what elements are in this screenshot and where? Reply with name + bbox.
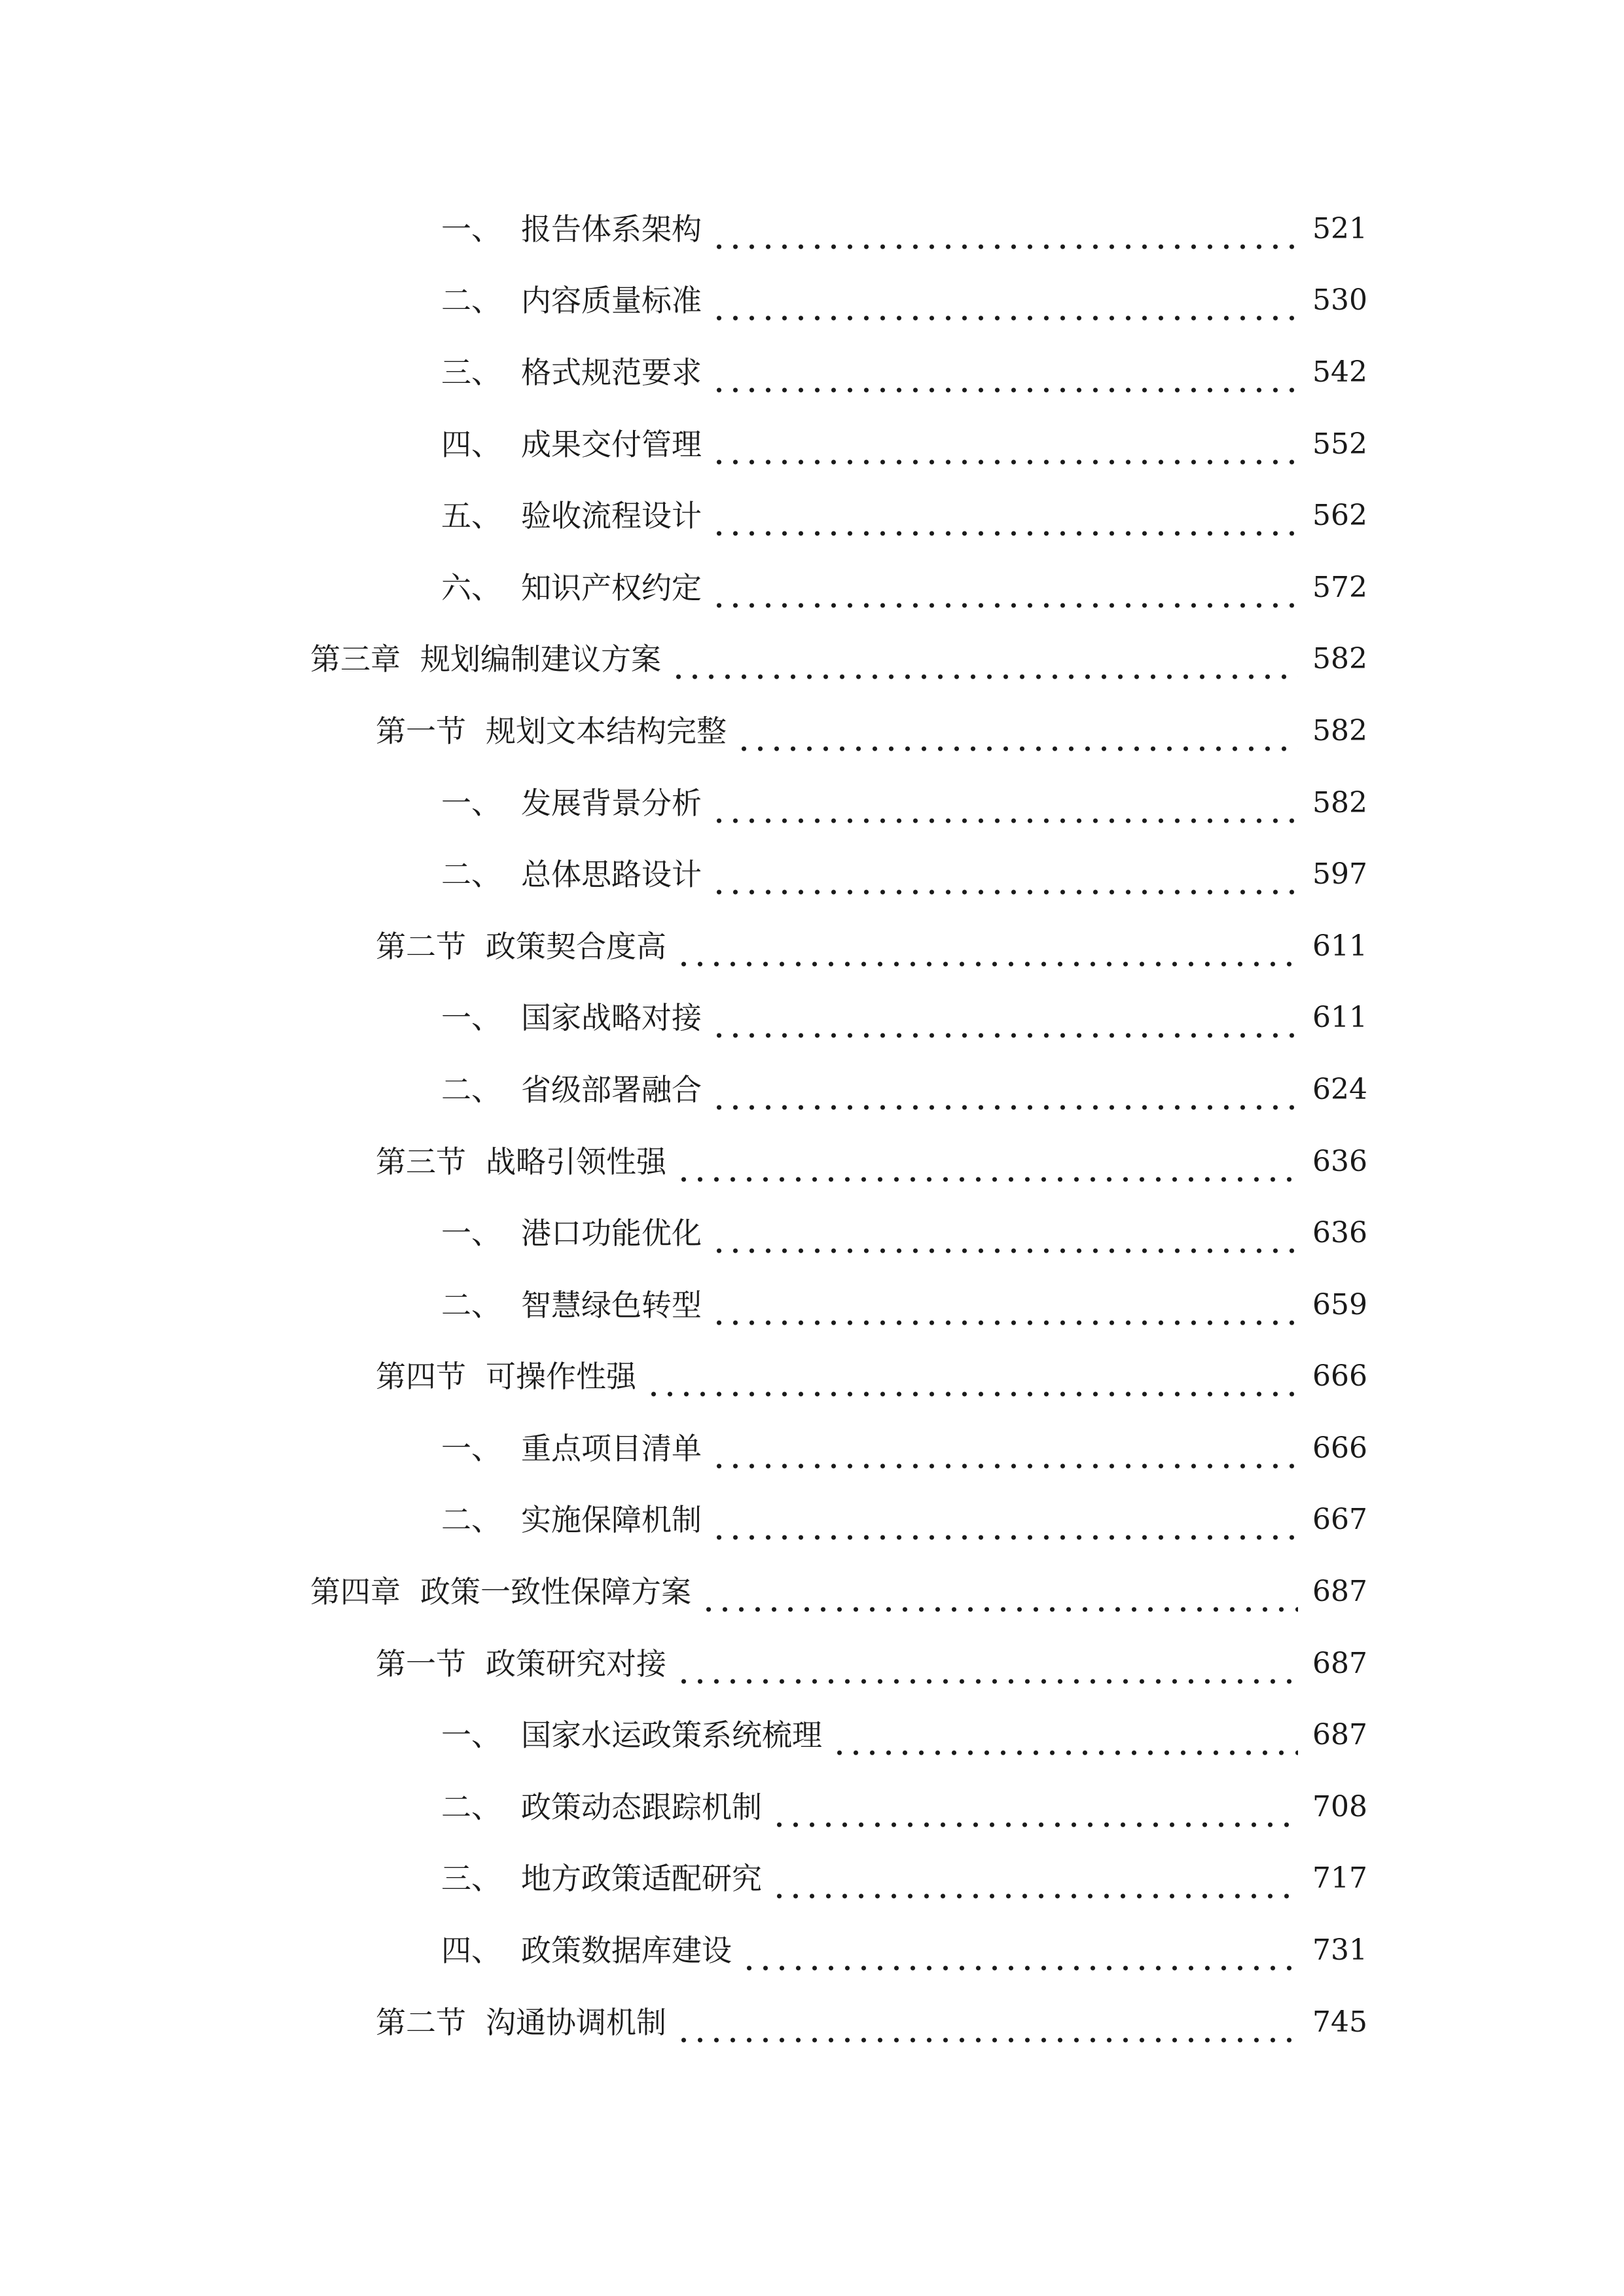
- toc-page-number: 667: [1312, 1503, 1367, 1537]
- toc-entry-title: 国家战略对接: [521, 1000, 702, 1036]
- toc-entry-link[interactable]: [441, 193, 1367, 265]
- toc-page-number: 530: [1312, 283, 1367, 317]
- dot-leader: [771, 1799, 1298, 1829]
- toc-entry-number: 四、: [441, 426, 501, 462]
- toc-entry-number: 四、: [441, 1933, 501, 1969]
- dot-leader: [676, 2014, 1298, 2044]
- toc-entry-number: 第二节: [376, 2004, 466, 2040]
- toc-entry-link[interactable]: [441, 480, 1367, 552]
- dot-leader: [711, 1081, 1298, 1111]
- toc-entry-number: 第一节: [376, 713, 466, 749]
- toc-page-number: 521: [1312, 211, 1367, 245]
- toc-page-number: 687: [1312, 1646, 1367, 1680]
- toc-entry-link[interactable]: [441, 1699, 1367, 1771]
- toc-entry-title: 政策契合度高: [486, 928, 666, 964]
- toc-entry-title: 知识产权约定: [521, 569, 702, 605]
- toc-entry-link[interactable]: [441, 552, 1367, 624]
- toc-entry-title: 可操作性强: [486, 1359, 636, 1395]
- dot-leader: [711, 866, 1298, 896]
- toc-row: [0, 1986, 1624, 2058]
- toc-entry-number: 二、: [441, 283, 501, 319]
- toc-entry-link[interactable]: [376, 1986, 1367, 2058]
- toc-row: [0, 408, 1624, 480]
- toc-page-number: 582: [1312, 785, 1367, 819]
- toc-entry-title: 政策数据库建设: [521, 1933, 732, 1969]
- toc-page-number: 552: [1312, 427, 1367, 461]
- toc-entry-link[interactable]: [441, 1843, 1367, 1915]
- toc-row: [0, 1341, 1624, 1413]
- toc-entry-title: 国家水运政策系统梳理: [521, 1717, 822, 1753]
- toc-entry-link[interactable]: [441, 1269, 1367, 1341]
- toc-entry-link[interactable]: [441, 265, 1367, 337]
- toc-page-number: 708: [1312, 1789, 1367, 1823]
- toc-page-number: 582: [1312, 642, 1367, 676]
- toc-entry-link[interactable]: [441, 1914, 1367, 1986]
- toc-row: [0, 480, 1624, 552]
- toc-entry-title: 报告体系架构: [521, 211, 702, 247]
- toc-entry-number: 第三节: [376, 1143, 466, 1179]
- toc-page-number: 572: [1312, 570, 1367, 604]
- toc-entry-link[interactable]: [376, 910, 1367, 982]
- toc-row: [0, 1484, 1624, 1556]
- toc-entry-title: 地方政策适配研究: [521, 1861, 762, 1897]
- toc-entry-number: 五、: [441, 498, 501, 534]
- toc-page-number: 666: [1312, 1431, 1367, 1465]
- toc-entry-link[interactable]: [310, 1556, 1367, 1628]
- toc-row: [0, 1126, 1624, 1198]
- toc-entry-link[interactable]: [376, 1126, 1367, 1198]
- dot-leader: [831, 1727, 1298, 1757]
- toc-entry-link[interactable]: [376, 695, 1367, 767]
- dot-leader: [676, 1153, 1298, 1183]
- dot-leader: [711, 364, 1298, 394]
- toc-entry-title: 发展背景分析: [521, 785, 702, 821]
- dot-leader: [741, 1942, 1298, 1972]
- toc-entry-link[interactable]: [441, 1412, 1367, 1484]
- toc-entry-number: 三、: [441, 1861, 501, 1897]
- toc-entry-title: 验收流程设计: [521, 498, 702, 534]
- toc-row: [0, 1197, 1624, 1269]
- toc-row: [0, 910, 1624, 982]
- toc-entry-number: 第四章: [310, 1574, 401, 1610]
- toc-entry-number: 三、: [441, 354, 501, 390]
- toc-entry-link[interactable]: [441, 838, 1367, 910]
- toc-row: [0, 1699, 1624, 1771]
- toc-page-number: 636: [1312, 1144, 1367, 1178]
- toc-entry-title: 总体思路设计: [521, 857, 702, 893]
- toc-page-number: 597: [1312, 857, 1367, 891]
- toc-entry-title: 格式规范要求: [521, 354, 702, 390]
- dot-leader: [645, 1368, 1298, 1398]
- toc-row: [0, 552, 1624, 624]
- dot-leader: [711, 1297, 1298, 1327]
- toc-entry-link[interactable]: [441, 1197, 1367, 1269]
- toc-row: [0, 1628, 1624, 1700]
- table-of-contents: [0, 193, 1624, 2058]
- toc-page-number: 562: [1312, 499, 1367, 533]
- dot-leader: [676, 1655, 1298, 1685]
- toc-entry-link[interactable]: [376, 1341, 1367, 1413]
- toc-page-number: 687: [1312, 1575, 1367, 1609]
- toc-row: [0, 1771, 1624, 1843]
- toc-entry-title: 省级部署融合: [521, 1071, 702, 1107]
- dot-leader: [711, 507, 1298, 537]
- toc-row: [0, 767, 1624, 839]
- toc-entry-title: 成果交付管理: [521, 426, 702, 462]
- dot-leader: [711, 221, 1298, 251]
- toc-page-number: 687: [1312, 1718, 1367, 1752]
- toc-page-number: 542: [1312, 355, 1367, 389]
- toc-entry-link[interactable]: [441, 1054, 1367, 1126]
- toc-page-number: 582: [1312, 713, 1367, 747]
- toc-entry-number: 一、: [441, 1215, 501, 1251]
- toc-entry-title: 重点项目清单: [521, 1430, 702, 1466]
- toc-page-number: 611: [1312, 1001, 1367, 1035]
- toc-entry-link[interactable]: [441, 767, 1367, 839]
- toc-entry-title: 政策研究对接: [486, 1645, 666, 1681]
- toc-entry-title: 智慧绿色转型: [521, 1287, 702, 1323]
- toc-row: [0, 695, 1624, 767]
- toc-entry-title: 政策一致性保障方案: [420, 1574, 691, 1610]
- toc-entry-title: 战略引领性强: [486, 1143, 666, 1179]
- toc-entry-link[interactable]: [441, 1484, 1367, 1556]
- toc-entry-link[interactable]: [441, 408, 1367, 480]
- toc-row: [0, 1914, 1624, 1986]
- toc-row: [0, 265, 1624, 337]
- dot-leader: [711, 436, 1298, 466]
- dot-leader: [711, 1440, 1298, 1470]
- dot-leader: [711, 292, 1298, 322]
- toc-entry-number: 一、: [441, 1000, 501, 1036]
- toc-entry-number: 第四节: [376, 1359, 466, 1395]
- toc-entry-number: 二、: [441, 857, 501, 893]
- toc-entry-title: 港口功能优化: [521, 1215, 702, 1251]
- toc-row: [0, 1556, 1624, 1628]
- toc-entry-number: 一、: [441, 1717, 501, 1753]
- toc-entry-title: 内容质量标准: [521, 283, 702, 319]
- toc-entry-number: 第二节: [376, 928, 466, 964]
- toc-page-number: 666: [1312, 1359, 1367, 1393]
- toc-entry-number: 第一节: [376, 1645, 466, 1681]
- dot-leader: [711, 579, 1298, 609]
- toc-entry-title: 实施保障机制: [521, 1502, 702, 1538]
- toc-row: [0, 1412, 1624, 1484]
- toc-entry-number: 二、: [441, 1287, 501, 1323]
- toc-entry-number: 二、: [441, 1502, 501, 1538]
- toc-row: [0, 982, 1624, 1054]
- toc-entry-number: 六、: [441, 569, 501, 605]
- dot-leader: [700, 1583, 1298, 1613]
- toc-entry-number: 二、: [441, 1071, 501, 1107]
- toc-entry-number: 二、: [441, 1789, 501, 1825]
- dot-leader: [771, 1870, 1298, 1900]
- dot-leader: [711, 795, 1298, 825]
- toc-row: [0, 624, 1624, 696]
- toc-entry-title: 规划文本结构完整: [486, 713, 727, 749]
- dot-leader: [670, 651, 1298, 681]
- toc-row: [0, 838, 1624, 910]
- toc-row: [0, 1269, 1624, 1341]
- toc-page-number: 611: [1312, 929, 1367, 963]
- toc-page-number: 717: [1312, 1861, 1367, 1895]
- toc-row: [0, 1843, 1624, 1915]
- toc-entry-number: 一、: [441, 211, 501, 247]
- toc-entry-number: 第三章: [310, 641, 401, 677]
- toc-row: [0, 1054, 1624, 1126]
- toc-entry-title: 沟通协调机制: [486, 2004, 666, 2040]
- toc-row: [0, 336, 1624, 408]
- toc-entry-title: 政策动态跟踪机制: [521, 1789, 762, 1825]
- toc-page-number: 731: [1312, 1933, 1367, 1967]
- toc-entry-number: 一、: [441, 1430, 501, 1466]
- dot-leader: [676, 938, 1298, 968]
- toc-entry-link[interactable]: [441, 336, 1367, 408]
- toc-page-number: 636: [1312, 1216, 1367, 1250]
- dot-leader: [711, 1511, 1298, 1541]
- dot-leader: [736, 723, 1298, 753]
- toc-entry-link[interactable]: [376, 1628, 1367, 1700]
- toc-entry-number: 一、: [441, 785, 501, 821]
- toc-entry-link[interactable]: [441, 1771, 1367, 1843]
- toc-entry-link[interactable]: [441, 982, 1367, 1054]
- toc-entry-title: 规划编制建议方案: [420, 641, 661, 677]
- toc-entry-link[interactable]: [310, 624, 1367, 696]
- dot-leader: [711, 1225, 1298, 1255]
- dot-leader: [711, 1009, 1298, 1039]
- toc-row: [0, 193, 1624, 265]
- toc-page-number: 624: [1312, 1072, 1367, 1106]
- toc-page-number: 745: [1312, 2005, 1367, 2039]
- toc-page-number: 659: [1312, 1287, 1367, 1321]
